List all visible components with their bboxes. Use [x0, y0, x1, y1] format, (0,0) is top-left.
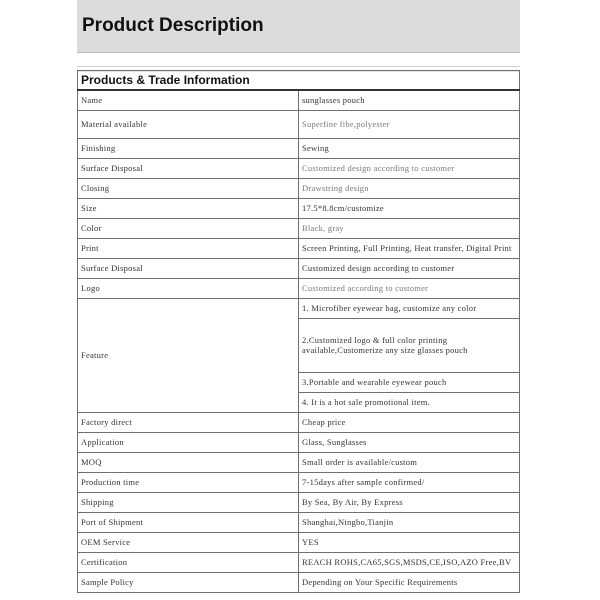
row-value: By Sea, By Air, By Express [299, 492, 520, 512]
row-value: REACH ROHS,CA65,SGS,MSDS,CE,ISO,AZO Free,BV [299, 552, 520, 572]
row-value: Sewing [299, 138, 520, 158]
row-value: YES [299, 532, 520, 552]
table-row [78, 412, 520, 432]
row-label: Surface Disposal [78, 258, 299, 278]
row-label: Size [78, 198, 299, 218]
row-value: Superfine fibe,polyester [299, 110, 520, 138]
table-row [78, 472, 520, 492]
row-label: Production time [78, 472, 299, 492]
row-label: Factory direct [78, 412, 299, 432]
row-label: Print [78, 238, 299, 258]
page-header [77, 0, 520, 53]
row-value: Screen Printing, Full Printing, Heat transfer, Digital Print [299, 238, 520, 258]
row-value: Shanghai,Ningbo,Tianjin [299, 512, 520, 532]
row-value: Customized design according to customer [299, 158, 520, 178]
row-label: Logo [78, 278, 299, 298]
row-value: 7-15days after sample confirmed/ [299, 472, 520, 492]
row-label: Shipping [78, 492, 299, 512]
row-label: Color [78, 218, 299, 238]
table-row [78, 218, 520, 238]
page-title: Product Description [82, 15, 264, 36]
row-value: Customized design according to customer [299, 258, 520, 278]
row-label: Application [78, 432, 299, 452]
section-header-row [78, 71, 520, 91]
feature-label: Feature [78, 298, 299, 412]
row-label: Name [78, 90, 299, 110]
table-row [78, 492, 520, 512]
row-label: Surface Disposal [78, 158, 299, 178]
feature-item: 1. Microfiber eyewear bag, customize any color [299, 298, 520, 318]
row-label: OEM Service [78, 532, 299, 552]
feature-row [78, 298, 520, 318]
row-label: Sample Policy [78, 572, 299, 592]
row-label: Material available [78, 110, 299, 138]
table-row [78, 552, 520, 572]
table-row [78, 158, 520, 178]
feature-item: 3.Portable and wearable eyewear pouch [299, 372, 520, 392]
table-row [78, 278, 520, 298]
row-value: Drawstring design [299, 178, 520, 198]
table-row [78, 452, 520, 472]
row-value: 17.5*8.8cm/customize [299, 198, 520, 218]
spec-table [77, 70, 520, 593]
row-label: Certification [78, 552, 299, 572]
section-title: Products & Trade Information [78, 71, 520, 91]
row-value: Customized according to customer [299, 278, 520, 298]
feature-item: 2.Customized logo & full color printing available,Customerize any size glasses pouch [299, 318, 520, 372]
table-row [78, 110, 520, 138]
row-value: Black, gray [299, 218, 520, 238]
table-row [78, 572, 520, 592]
table-row [78, 138, 520, 158]
table-row [78, 512, 520, 532]
row-value: sunglasses pouch [299, 90, 520, 110]
row-value: Small order is available/custom [299, 452, 520, 472]
table-row [78, 178, 520, 198]
table-row [78, 238, 520, 258]
row-label: Port of Shipment [78, 512, 299, 532]
table-row [78, 90, 520, 110]
table-row [78, 432, 520, 452]
feature-item: 4. It is a hot sale promotional item. [299, 392, 520, 412]
row-label: MOQ [78, 452, 299, 472]
table-row [78, 258, 520, 278]
row-label: Closing [78, 178, 299, 198]
table-row [78, 198, 520, 218]
table-row [78, 532, 520, 552]
row-value: Cheap price [299, 412, 520, 432]
row-value: Depending on Your Specific Requirements [299, 572, 520, 592]
row-label: Finishing [78, 138, 299, 158]
row-value: Glass, Sunglasses [299, 432, 520, 452]
